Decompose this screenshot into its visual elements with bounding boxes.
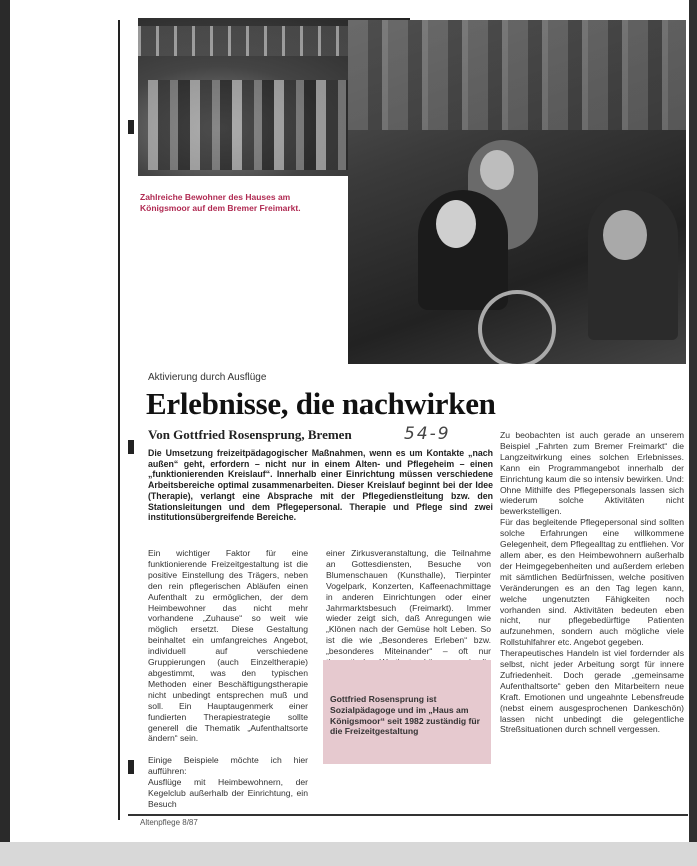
paragraph: Therapeutisches Handeln ist viel fordernder als selbst, nicht jeder Arbeitung sorgt für innere Zufriedenheit. Doch gerade „gemeinsame Aufenthaltsorte“ geben den Mitarbeitern neue Kraft. Emotionen und ungeahnte Lebensfreude (nebst einem ausgesprochenen Dankeschön) lassen nicht unbedingt die gelegentliche Streßsituationen durch schnell vergessen. xyxy=(500,648,684,735)
photo-wheelchair-residents xyxy=(348,20,686,364)
paragraph: Für das begleitende Pflegepersonal sind sollten solche Erfahrungen eine willkommene Gelegenheit, dem Pflegealltag zu entfliehen. Vor allem aber, es den Heimbewohnern außerhalb der Heimgegebenheiten und außerdem erleben mit sämtlichen Bedürfnissen, welche positiven Veränderungen es an den Tag legen kann, welche ungenutzten Fähigkeiten noch vorhanden sind. Aktivitäten bedeuten eben nicht, nur pflegebedürftige Patienten aufzunehmen, sondern auch mögliche viele Rollstuhlfahrer etc. Angebot gegeben. xyxy=(500,517,684,648)
article-headline: Erlebnisse, die nachwirken xyxy=(146,386,496,421)
margin-mark xyxy=(128,760,134,774)
bottom-rule xyxy=(128,814,688,816)
photo-caption: Zahlreiche Bewohner des Hauses am Königsmoor auf dem Bremer Freimarkt. xyxy=(140,192,301,213)
margin-mark xyxy=(128,440,134,454)
paragraph: einer Zirkusveranstaltung, die Teilnahme an Gottesdiensten, Besuche von Blumenschauen (Kunsthalle), Tierpinter Vogelpark, Konzerten, Kaffeenachmittage in anderen Einrichtungen oder einer Jahrmarktsbesuch (Freimarkt). Immer wieder zeigt sich, daß Anregungen wie „Klönen nach der Gemüse holt Leben. So ist die wie „Besonderes Erleben“ bzw. „besonderes Miteinander“ – oft nur xyxy=(326,548,491,657)
scan-left-edge xyxy=(0,0,10,866)
paragraph: Ausflüge mit Heimbewohnern, der Kegelclub außerhalb der Einrichtung, ein Besuch xyxy=(148,777,308,809)
photo-face xyxy=(603,210,647,260)
wheelchair-wheel xyxy=(478,290,556,364)
photo-background-stalls xyxy=(348,20,686,130)
photo-face xyxy=(480,150,514,190)
margin-mark xyxy=(128,120,134,134)
page-footer: Altenpflege 8/87 xyxy=(140,818,198,827)
handwritten-note: 54-9 xyxy=(404,424,451,444)
paragraph: Einige Beispiele möchte ich hier aufführen: xyxy=(148,755,308,777)
article-byline: Von Gottfried Rosensprung, Bremen xyxy=(148,427,352,442)
paragraph: Zu beobachten ist auch gerade an unserem Beispiel „Fahrten zum Bremer Freimarkt“ die Langzeitwirkung eines solchen Erlebnisses. Kann ein Programmangebot innerhalb der Einrichtung kaum die so intensiv bewirken. Und: Ohne Mithilfe des Pflegepersonals lassen sich wiederum solche Aktivitäten nicht bewerkstelligen. xyxy=(500,430,684,517)
scan-bottom-edge xyxy=(0,842,697,866)
text-column-3 xyxy=(500,430,684,735)
article-kicker: Aktivierung durch Ausflüge xyxy=(148,372,267,383)
article-lead: Die Umsetzung freizeitpädagogischer Maßnahmen, wenn es um Kontakte „nach außen“ geht, erfordern – nicht nur in einem Alten- und Pflegeheim – einen „funktionierenden Kreislauf“. Innerhalb einer Einrichtung müssen verschiedene Arbeitsbereiche optimal zusammenarbeiten. Dieser Kreislauf beginnt bei der Idee (Therapie), verlangt eine Absprache mit der Pflegedienstleitung bzw. den Stationsleitungen und dem Pflegepersonal. Therapie und Pflege sind zwei institutionsübergreifende Bereiche. xyxy=(148,448,493,523)
page-fold-line xyxy=(118,20,120,820)
photo-face xyxy=(436,200,476,248)
text-column-1 xyxy=(148,548,308,810)
author-info-text: Gottfried Rosensprung ist Sozialpädagoge und im „Haus am Königsmoor“ seit 1982 zuständig für die Freizeitgestaltung xyxy=(330,694,480,737)
scan-right-edge xyxy=(689,0,697,866)
paragraph: Ein wichtiger Faktor für eine funktionierende Freizeitgestaltung ist die positive Einstellung des Trägers, neben den rein pflegerischen Abläufen einen Aufenthalt zu ermöglichen, der dem Heimbewohner das nicht mehr vorhandene „Zuhause“ so weit wie möglich ersetzt. Diese Gestaltung beinhaltet ein umfangreiches Angebot, individuell auf verschiedene Gruppierungen (auch Einzeltherapie) abgestimmt, was den typischen Methoden einer Beschäftigungstherapie nicht unbedingt entsprechen muß und soll. Ein Hauptaugenmerk einer fundierten Therapiestrategie sollte generell die Thematik „Aufenthaltsorte ändern“ sein. xyxy=(148,548,308,744)
